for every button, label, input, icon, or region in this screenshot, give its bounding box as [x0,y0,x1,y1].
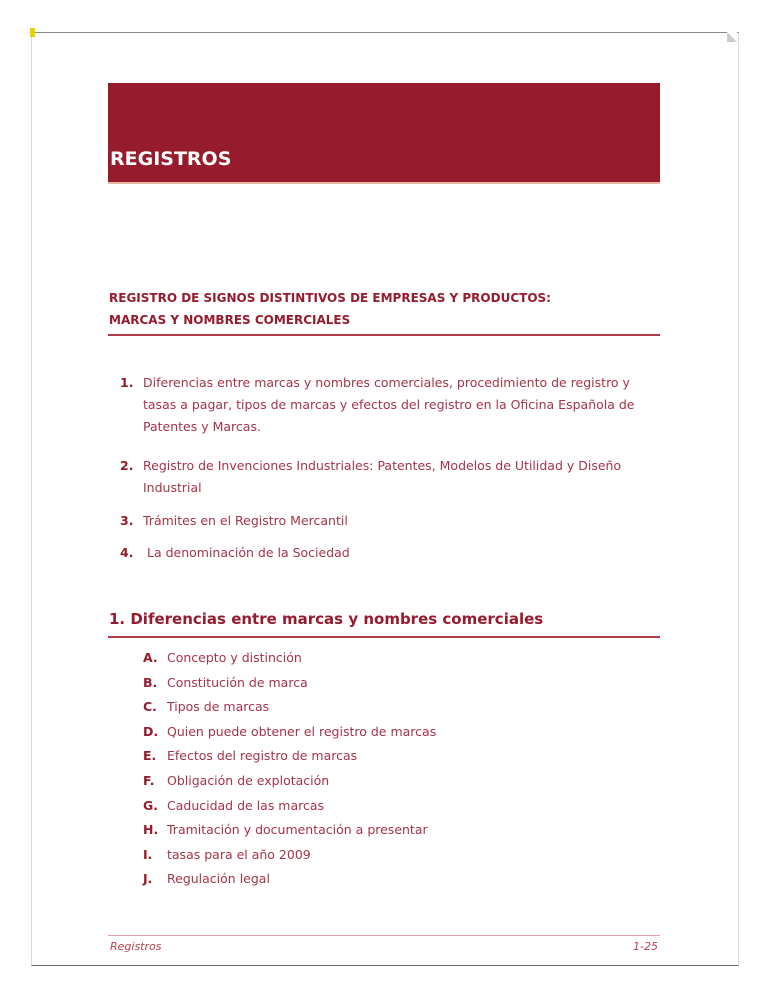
subitem-text: tasas para el año 2009 [167,846,311,862]
toc-number: 3. [120,513,134,528]
footer-rule [108,935,660,936]
subitem-letter: D. [143,723,159,739]
anchor-icon [30,28,35,37]
banner-title: REGISTROS [110,148,232,170]
section-title-line2: MARCAS Y NOMBRES COMERCIALES [109,313,351,327]
subitem-letter: C. [143,699,157,715]
toc-item-line: Diferencias entre marcas y nombres comerciales, procedimiento de registro y [143,375,630,390]
footer-page-number: 1-25 [633,940,658,953]
toc-item-line: Industrial [143,480,202,495]
subitem-letter: J. [143,871,153,887]
subitem-text: Concepto y distinción [167,650,302,665]
subitem-letter: H. [143,822,159,838]
section-title-line1: REGISTRO DE SIGNOS DISTINTIVOS DE EMPRESAS Y PRODUCTOS: [109,291,551,305]
footer-left: Registros [110,940,162,953]
subitem-text: Regulación legal [167,871,270,887]
subitem-letter: G. [143,797,159,813]
chapter-rule [108,636,660,638]
toc-item-line: Trámites en el Registro Mercantil [143,513,348,528]
subitem-letter: E. [143,748,157,764]
subitem-text: Quien puede obtener el registro de marcas [167,723,437,739]
subitem-letter: I. [143,846,153,862]
toc-item-line: La denominación de la Sociedad [143,545,350,560]
chapter-heading: 1. Diferencias entre marcas y nombres comerciales [109,610,544,628]
title-banner [108,83,660,184]
subitem-letter: B. [143,674,158,690]
subitem-text: Obligación de explotación [167,773,330,788]
section-rule [108,334,660,336]
subitem-letter: A. [143,650,158,665]
toc-number: 1. [120,375,134,390]
toc-item-line: Registro de Invenciones Industriales: Patentes, Modelos de Utilidad y Diseño [143,458,622,473]
toc-number: 4. [120,545,134,560]
subitem-text: Constitución de marca [167,674,308,690]
toc-item-line: tasas a pagar, tipos de marcas y efectos del registro en la Oficina Española de [143,397,635,412]
page-curl-icon [727,32,737,42]
subitem-text: Caducidad de las marcas [167,797,325,813]
subitem-text: Efectos del registro de marcas [167,748,358,764]
subitem-text: Tramitación y documentación a presentar [167,822,428,838]
toc-number: 2. [120,458,134,473]
subitem-letter: F. [143,773,155,788]
toc-item-line: Patentes y Marcas. [143,419,261,434]
subitem-text: Tipos de marcas [167,699,270,715]
